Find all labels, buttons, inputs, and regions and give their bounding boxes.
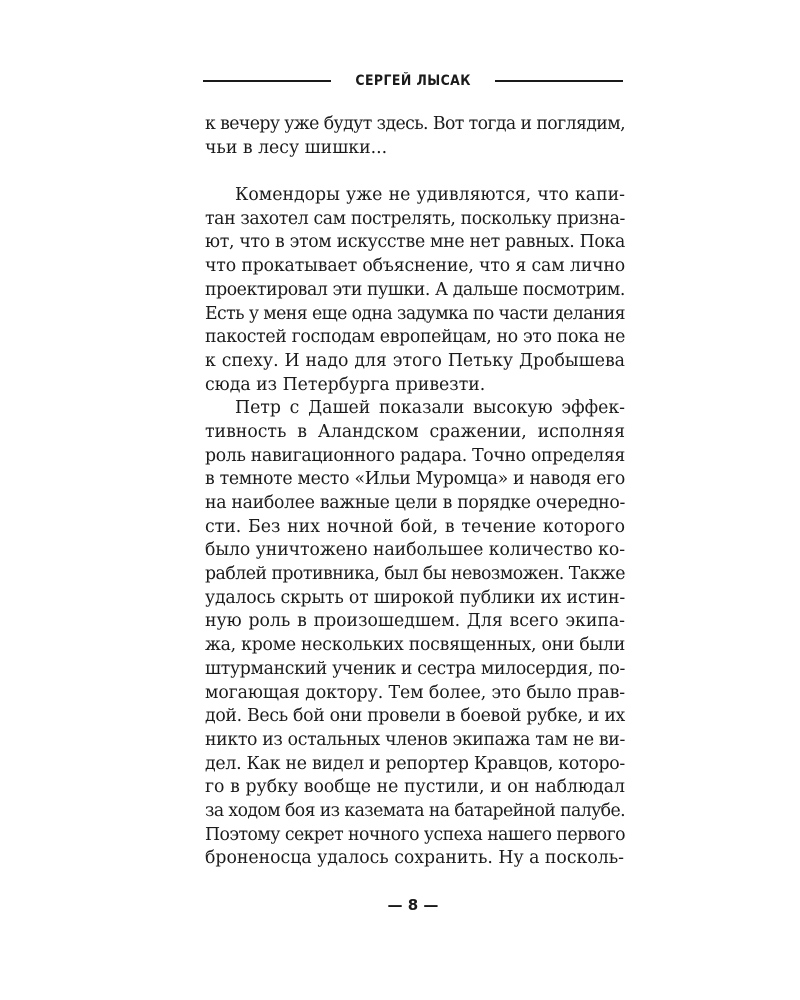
text-line: в темноте место «Ильи Муромца» и наводя его [205,469,625,490]
text-line: ную роль в произошедшем. Для всего экипа- [205,611,625,632]
text-line: ют, что в этом искусстве мне нет равных. Пока [205,232,625,253]
text-line: было уничтожено наибольшее количество ко- [205,540,625,561]
text-line: Петр с Дашей показали высокую эффек- [235,398,625,419]
text-line: чьи в лесу шишки... [205,137,388,158]
author-name: СЕРГЕЙ ЛЫСАК [355,73,471,89]
text-line: штурманский ученик и сестра милосердия, по- [205,658,625,679]
header-rule-left [203,80,331,82]
text-line: удалось скрыть от широкой публики их истин- [205,587,625,608]
text-line: к вечеру уже будут здесь. Вот тогда и поглядим, [205,114,625,134]
text-line: го в рубку вообще не пустили, и он наблюдал [205,777,625,798]
text-line: роль навигационного радара. Точно определяя [205,445,625,466]
text-line: проектировал эти пушки. А дальше посмотрим. [205,279,625,300]
paragraph-gap [205,160,625,184]
running-header [203,68,623,94]
page-body-text [205,113,625,871]
text-line: Есть у меня еще одна задумка по части делания [205,303,625,324]
text-line: могающая доктору. Тем более, это было прав- [205,682,625,703]
text-line: сти. Без них ночной бой, в течение которого [205,516,625,537]
text-line: к спеху. И надо для этого Петьку Дробышева [205,350,625,371]
text-line: тан захотел сам пострелять, поскольку призна- [205,208,625,229]
text-line: раблей противника, был бы невозможен. Также [205,564,625,585]
text-line: Комендоры уже не удивляются, что капи- [235,185,625,206]
text-line: за ходом боя из каземата на батарейной палубе. [205,800,625,821]
text-line: никто из остальных членов экипажа там не ви- [205,729,625,750]
text-line: сюда из Петербурга привезти. [205,374,486,395]
text-line: тивность в Аландском сражении, исполняя [205,421,625,442]
text-line: что прокатывает объяснение, что я сам лично [205,256,625,277]
text-line: Поэтому секрет ночного успеха нашего первого [205,824,625,845]
header-rule-right [495,80,623,82]
text-line: дой. Весь бой они провели в боевой рубке, и их [205,706,625,727]
text-line: на наиболее важные цели в порядке очередно- [205,493,625,513]
page-number: — 8 — [387,896,439,914]
text-line: пакостей господам европейцам, но это пока не [205,327,625,348]
text-line: жа, кроме нескольких посвященных, они были [205,635,625,656]
text-line: дел. Как не видел и репортер Кравцов, которо- [205,753,625,774]
text-line: броненосца удалось сохранить. Ну а посколь- [205,848,624,869]
